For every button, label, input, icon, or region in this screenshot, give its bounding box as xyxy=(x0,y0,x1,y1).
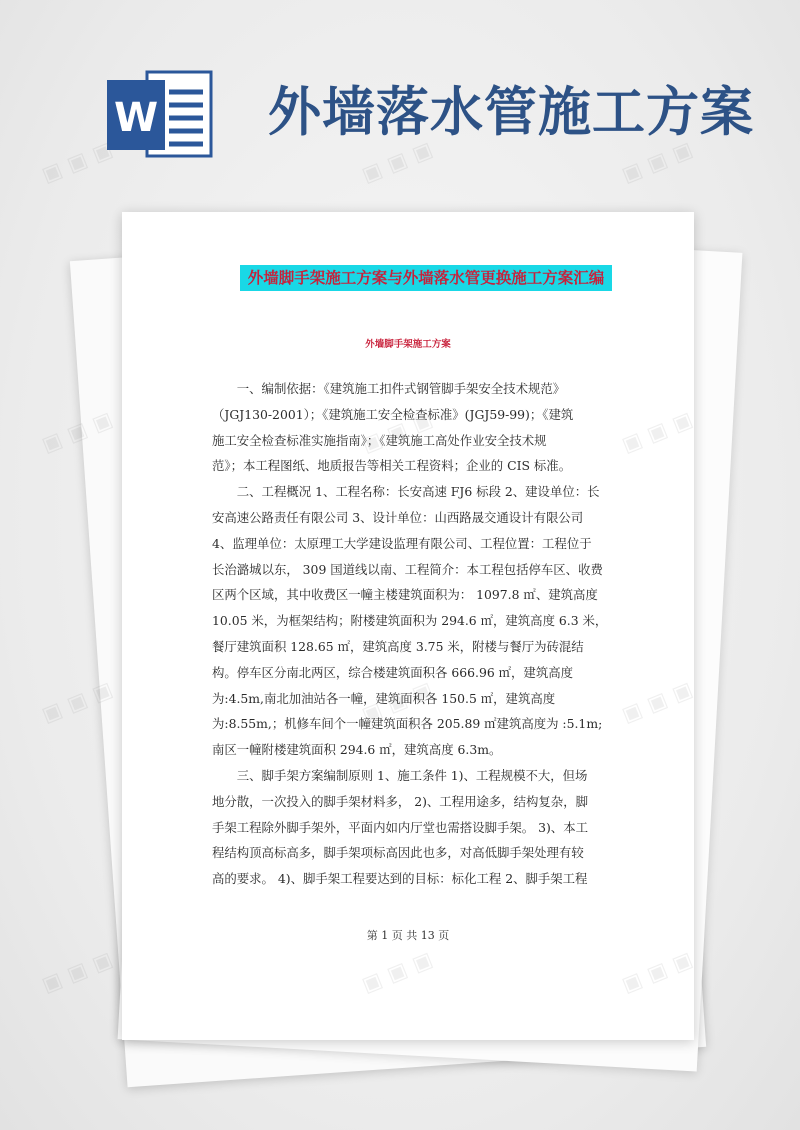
text-line: （JGJ130-2001）；《建筑施工安全检查标准》(JGJ59-99)；《建筑 xyxy=(212,406,574,422)
text-line: 南区一幢附楼建筑面积 294.6 ㎡，建筑高度 6.3m。 xyxy=(212,742,502,758)
text-line: 三、脚手架方案编制原则 1、施工条件 1)、工程规模不大，但场 xyxy=(212,767,588,783)
text-line: 4、监理单位：太原理工大学建设监理有限公司、工程位置：工程位于 xyxy=(212,535,592,551)
text-line: 安高速公路责任有限公司 3、设计单位：山西路晟交通设计有限公司 xyxy=(212,509,584,525)
text-line: 区两个区域，其中收费区一幢主楼建筑面积为： 1097.8 ㎡、建筑高度 xyxy=(212,587,598,603)
text-line: 施工安全检查标准实施指南》；《建筑施工高处作业安全技术规 xyxy=(212,432,547,448)
text-line: 地分散，一次投入的脚手架材料多， 2)、工程用途多，结构复杂，脚 xyxy=(212,793,588,809)
text-line: 手架工程除外脚手架外，平面内如内厅堂也需搭设脚手架。 3)、本工 xyxy=(212,819,588,835)
document-title: 外墙落水管施工方案 xyxy=(268,81,754,143)
text-line: 二、工程概况 1、工程名称：长安高速 FJ6 标段 2、建设单位：长 xyxy=(212,484,600,500)
page-heading: 外墙脚手架施工方案与外墙落水管更换施工方案汇编 xyxy=(240,265,612,291)
document-page xyxy=(122,212,694,1040)
text-line: 为:4.5m,南北加油站各一幢，建筑面积各 150.5 ㎡，建筑高度 xyxy=(212,690,556,706)
text-line: 构。停车区分南北两区，综合楼建筑面积各 666.96 ㎡，建筑高度 xyxy=(212,664,573,680)
text-line: 为:8.55m,；机修车间个一幢建筑面积各 205.89 ㎡建筑高度为 :5.1m; xyxy=(212,716,603,732)
text-line: 一、编制依据：《建筑施工扣件式钢管脚手架安全技术规范》 xyxy=(212,381,566,396)
text-line: 餐厅建筑面积 128.65 ㎡，建筑高度 3.75 米，附楼与餐厅为砖混结 xyxy=(212,638,584,654)
logo-letter: W xyxy=(113,95,159,141)
page-footer: 第 1 页 共 13 页 xyxy=(366,929,450,942)
body-text xyxy=(212,376,608,892)
header xyxy=(0,0,800,200)
text-line: 长治潞城以东， 309 国道线以南、工程简介：本工程包括停车区、收费 xyxy=(212,561,603,577)
word-document-icon xyxy=(103,68,215,160)
text-line: 程结构顶高标高多，脚手架项标高因此也多，对高低脚手架处理有较 xyxy=(212,845,584,861)
text-line: 10.05 米，为框架结构；附楼建筑面积为 294.6 ㎡，建筑高度 6.3 米， xyxy=(212,613,608,629)
section-subheading: 外墙脚手架施工方案 xyxy=(365,339,451,350)
text-line: 范》；本工程图纸、地质报告等相关工程资料；企业的 CIS 标准。 xyxy=(212,458,572,474)
text-line: 高的要求。 4)、脚手架工程要达到的目标：标化工程 2、脚手架工程 xyxy=(212,871,588,887)
